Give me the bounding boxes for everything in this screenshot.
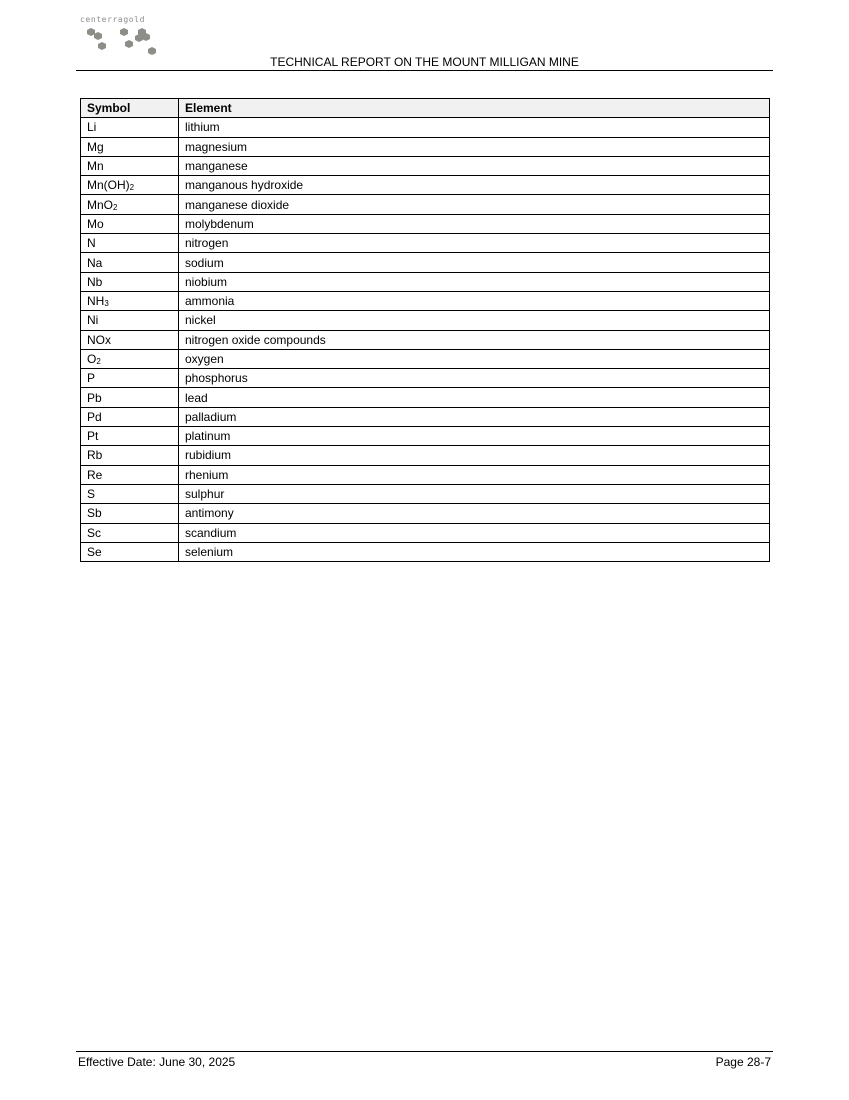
table-row xyxy=(81,156,770,175)
report-title: TECHNICAL REPORT ON THE MOUNT MILLIGAN MINE xyxy=(270,55,579,69)
element-cell: lithium xyxy=(179,118,770,137)
symbol-cell: Sc xyxy=(81,523,179,542)
symbol-cell: Se xyxy=(81,542,179,561)
table-row xyxy=(81,542,770,561)
table-row xyxy=(81,427,770,446)
symbol-cell: Ni xyxy=(81,311,179,330)
symbol-cell: Nb xyxy=(81,272,179,291)
symbol-cell: Mo xyxy=(81,214,179,233)
symbol-cell: $NH_3$ xyxy=(81,291,179,310)
column-header-element: Element xyxy=(179,99,770,118)
logo-wordmark: centerragold xyxy=(80,15,145,24)
symbol-cell: Pt xyxy=(81,427,179,446)
element-cell: niobium xyxy=(179,272,770,291)
symbol-cell: Mn xyxy=(81,156,179,175)
symbol-cell: Li xyxy=(81,118,179,137)
table-row xyxy=(81,195,770,214)
element-cell: manganese xyxy=(179,156,770,175)
table-row xyxy=(81,369,770,388)
footer-divider xyxy=(76,1051,773,1052)
symbol-cell: Mg xyxy=(81,137,179,156)
table-row xyxy=(81,311,770,330)
table-row xyxy=(81,523,770,542)
table-row xyxy=(81,484,770,503)
element-cell: nickel xyxy=(179,311,770,330)
symbol-cell: Re xyxy=(81,465,179,484)
symbol-cell: Pd xyxy=(81,407,179,426)
element-cell: phosphorus xyxy=(179,369,770,388)
symbol-cell: Sb xyxy=(81,504,179,523)
element-cell: sulphur xyxy=(179,484,770,503)
table-row xyxy=(81,504,770,523)
table-row xyxy=(81,407,770,426)
element-cell: rubidium xyxy=(179,446,770,465)
table-row xyxy=(81,330,770,349)
element-cell: nitrogen xyxy=(179,234,770,253)
symbol-table-container xyxy=(80,98,769,562)
symbol-cell: S xyxy=(81,484,179,503)
symbol-cell: $Mn(OH)_2$ xyxy=(81,176,179,195)
symbol-element-table xyxy=(80,98,770,562)
element-cell: platinum xyxy=(179,427,770,446)
element-cell: antimony xyxy=(179,504,770,523)
element-cell: selenium xyxy=(179,542,770,561)
effective-date: Effective Date: June 30, 2025 xyxy=(78,1055,236,1069)
element-cell: oxygen xyxy=(179,349,770,368)
element-cell: magnesium xyxy=(179,137,770,156)
symbol-cell: Rb xyxy=(81,446,179,465)
header-divider xyxy=(76,70,773,71)
element-cell: scandium xyxy=(179,523,770,542)
table-row xyxy=(81,446,770,465)
table-header-row xyxy=(81,99,770,118)
element-cell: lead xyxy=(179,388,770,407)
table-row xyxy=(81,349,770,368)
table-row xyxy=(81,253,770,272)
table-row xyxy=(81,272,770,291)
element-cell: manganese dioxide xyxy=(179,195,770,214)
page-number: Page 28-7 xyxy=(715,1055,771,1069)
symbol-cell: $O_2$ xyxy=(81,349,179,368)
column-header-symbol: Symbol xyxy=(81,99,179,118)
symbol-cell: P xyxy=(81,369,179,388)
element-cell: rhenium xyxy=(179,465,770,484)
table-row xyxy=(81,291,770,310)
symbol-cell: Pb xyxy=(81,388,179,407)
table-row xyxy=(81,234,770,253)
element-cell: sodium xyxy=(179,253,770,272)
table-row xyxy=(81,176,770,195)
symbol-cell: N xyxy=(81,234,179,253)
element-cell: palladium xyxy=(179,407,770,426)
table-row xyxy=(81,388,770,407)
element-cell: ammonia xyxy=(179,291,770,310)
symbol-cell: NOx xyxy=(81,330,179,349)
element-cell: nitrogen oxide compounds xyxy=(179,330,770,349)
table-row xyxy=(81,118,770,137)
element-cell: molybdenum xyxy=(179,214,770,233)
element-cell: manganous hydroxide xyxy=(179,176,770,195)
symbol-cell: MnO$_2$ xyxy=(81,195,179,214)
symbol-cell: Na xyxy=(81,253,179,272)
table-body xyxy=(81,118,770,562)
table-row xyxy=(81,137,770,156)
table-row xyxy=(81,214,770,233)
table-row xyxy=(81,465,770,484)
